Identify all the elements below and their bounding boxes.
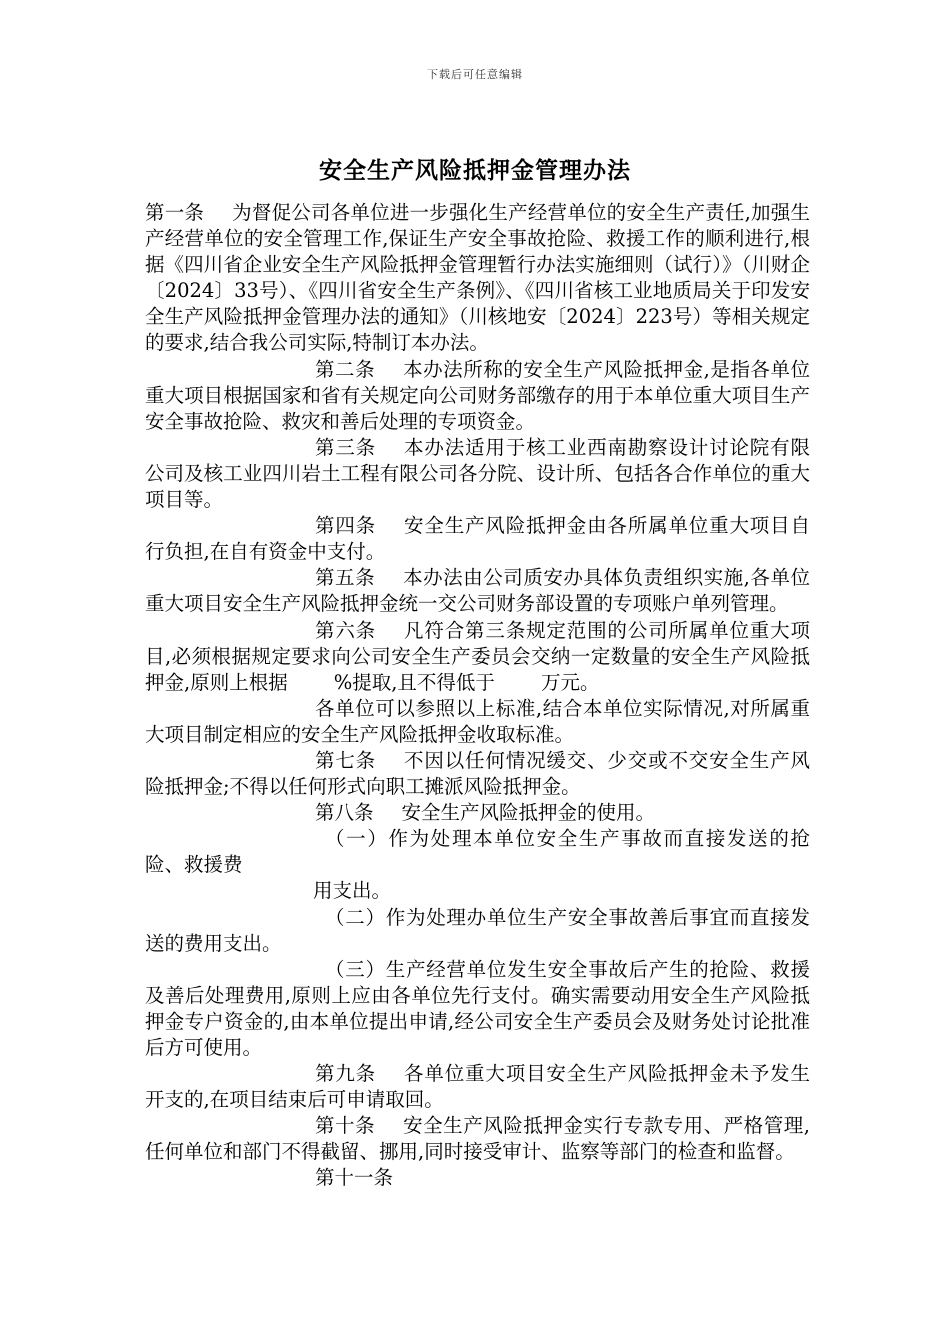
article-text: 本办法所称的安全生产风险抵押金,是指各单位重大项目根据国家和省有关规定向公司财务部缴存的用于本单位重大项目生产安全事故抢险、救灾和善后处理的专项资金。 [145, 357, 810, 433]
article-text: 本办法由公司质安办具体负责组织实施,各单位重大项目安全生产风险抵押金统一交公司财务部设置的专项账户单列管理。 [145, 566, 810, 616]
article-11 [145, 1165, 810, 1191]
document-body [145, 200, 810, 1192]
article-8 [145, 800, 810, 826]
article-text: 安全生产风险抵押金由各所属单位重大项目自行负担,在自有资金中支付。 [145, 514, 810, 564]
article-text: %提取,且不得低于 [333, 670, 495, 694]
article-text: 凡符合第三条规定范围的公司所属单位重大项目,必须根据规定要求向公司安全生产委员会交纳一定数量的安全生产风险抵押金,原则上根据 [145, 618, 810, 694]
article-9 [145, 1061, 810, 1113]
header-note: 下载后可任意编辑 [427, 68, 523, 81]
article-8-item-1 [145, 826, 810, 878]
article-10 [145, 1113, 810, 1165]
article-text: 安全生产风险抵押金实行专款专用、严格管理,任何单位和部门不得截留、挪用,同时接受审计、监察等部门的检查和监督。 [145, 1114, 810, 1164]
article-text: 各单位重大项目安全生产风险抵押金未予发生开支的,在项目结束后可申请取回。 [145, 1062, 810, 1112]
article-label: 第九条 [315, 1062, 377, 1086]
article-label: 第五条 [315, 566, 376, 590]
item-text: （一）作为处理本单位安全生产事故而直接发送的抢险、救援费 [145, 827, 810, 877]
article-8-item-1-continued [145, 878, 810, 904]
article-label: 第一条 [145, 201, 205, 224]
article-label: 第六条 [315, 618, 377, 642]
item-text: （二）作为处理办单位生产安全事故善后事宜而直接发送的费用支出。 [145, 905, 810, 955]
article-text: 为督促公司各单位进一步强化生产经营单位的安全生产责任,加强生产经营单位的安全管理工作,保证生产安全事故抢险、救援工作的顺利进行,根据《四川省企业安全生产风险抵押金管理暂行办法实施细则（试行）》（川财企〔2024〕33号）、《四川省安全生产条例》、《四川省核工业地质局关于印发安全生产风险抵押金管理办法的通知》（川核地安〔2024〕223号）等相关规定的要求,结合我公司实际,特制订本办法。 [145, 201, 810, 355]
article-5 [145, 565, 810, 617]
article-text: 安全生产风险抵押金的使用。 [401, 801, 656, 825]
article-6 [145, 618, 810, 696]
item-text: 用支出。 [313, 879, 392, 903]
article-1 [145, 200, 810, 357]
article-label: 第四条 [315, 514, 377, 538]
article-label: 第二条 [315, 357, 376, 381]
article-text: 各单位可以参照以上标准,结合本单位实际情况,对所属重大项目制定相应的安全生产风险抵押金收取标准。 [145, 696, 810, 746]
article-8-item-3 [145, 957, 810, 1061]
article-label: 第十条 [315, 1114, 376, 1138]
item-text: （三）生产经营单位发生安全事故后产生的抢险、救援及善后处理费用,原则上应由各单位先行支付。确实需要动用安全生产风险抵押金专户资金的,由本单位提出申请,经公司安全生产委员会及财务处讨论批准后方可使用。 [145, 957, 810, 1059]
article-label: 第三条 [315, 435, 377, 459]
article-6-sub [145, 696, 810, 748]
article-label: 第八条 [315, 801, 374, 825]
article-text: 本办法适用于核工业西南勘察设计讨论院有限公司及核工业四川岩土工程有限公司各分院、设计所、包括各合作单位的重大项目等。 [145, 435, 810, 512]
article-4 [145, 513, 810, 565]
article-label: 第七条 [315, 748, 377, 772]
article-2 [145, 357, 810, 435]
article-8-item-2 [145, 905, 810, 957]
article-7 [145, 748, 810, 800]
article-label: 第十一条 [315, 1166, 394, 1190]
document-title: 安全生产风险抵押金管理办法 [319, 158, 631, 184]
article-text: 不因以任何情况缓交、少交或不交安全生产风险抵押金;不得以任何形式向职工摊派风险抵押金。 [145, 748, 810, 799]
article-text: 万元。 [540, 670, 600, 694]
article-3 [145, 435, 810, 513]
